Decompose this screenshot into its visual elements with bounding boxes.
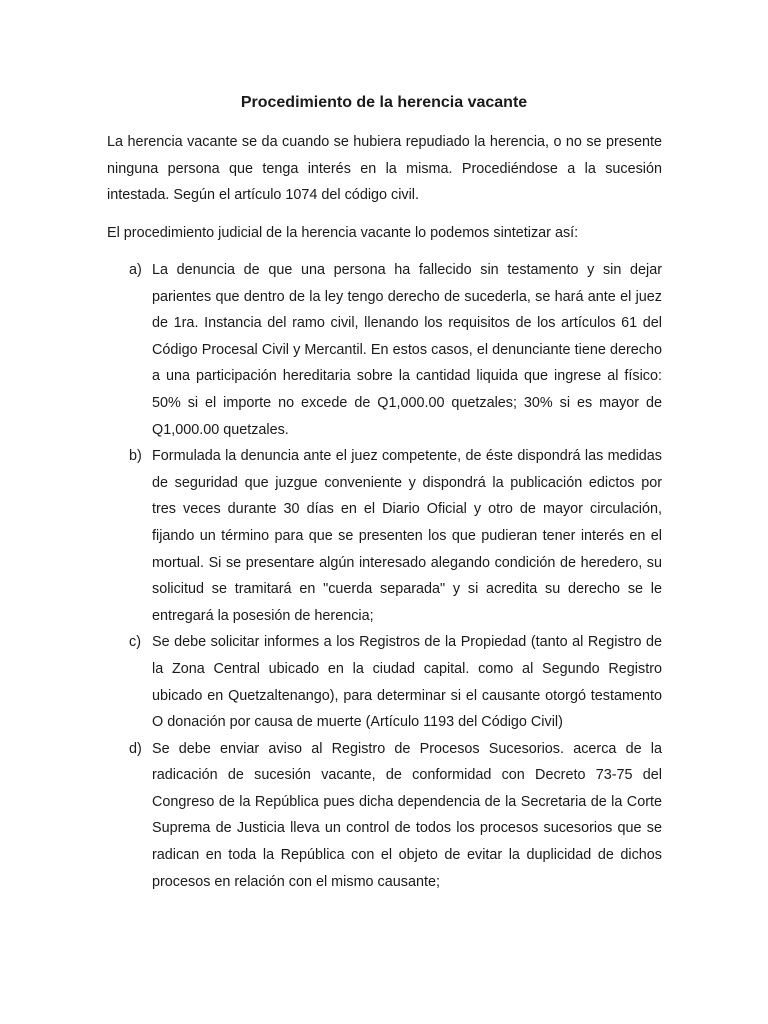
list-item-text: La denuncia de que una persona ha fallecido sin testamento y sin dejar parientes que dentro de la ley tengo derecho de sucederla, se hará ante el juez de 1ra. Instancia del ramo civil, llenando los requisitos de los artículos 61 del Código Procesal Civil y Mercantil. En estos casos, el denunciante tiene derecho a una participación hereditaria sobre la cantidad liquida que ingrese al físico: 50% si el importe no excede de Q1,000.00 quetzales; 30% si es mayor de Q1,000.00 quetzales. — [152, 262, 662, 438]
list-item-marker: b) — [129, 448, 142, 465]
list-item-marker: d) — [129, 740, 142, 757]
list-item — [107, 443, 662, 629]
list-item — [107, 257, 662, 443]
list-item-text: Se debe solicitar informes a los Registros de la Propiedad (tanto al Registro de la Zona Central ubicado en la ciudad capital. como al Segundo Registro ubicado en Quetzaltenango), para determinar si el causante otorgó testamento O donación por causa de muerte (Artículo 1193 del Código Civil) — [152, 634, 662, 731]
list-item — [107, 736, 662, 896]
list-item-marker: a) — [129, 262, 142, 278]
procedure-list — [107, 257, 662, 895]
list-item — [107, 629, 662, 735]
procedure-intro-paragraph: El procedimiento judicial de la herencia vacante lo podemos sintetizar así: — [107, 225, 579, 241]
list-item-marker: c) — [129, 634, 141, 651]
document-title: Procedimiento de la herencia vacante — [240, 94, 528, 111]
list-item-text: Formulada la denuncia ante el juez competente, de éste dispondrá las medidas de seguridad que juzgue conveniente y dispondrá la publicación edictos por tres veces durante 30 días en el Diario Oficial y otro de mayor circulación, fijando un término para que se presenten los que pudieran tener interés en el mortual. Si se presentare algún interesado alegando condición de heredero, su solicitud se tramitará en "cuerda separada" y si acredita su derecho se le entregará la posesión de herencia; — [152, 448, 662, 624]
intro-paragraph: La herencia vacante se da cuando se hubiera repudiado la herencia, o no se presente ninguna persona que tenga interés en la misma. Procediéndose a la sucesión intestada. Según el artículo 1074 del código civil. — [107, 134, 662, 203]
list-item-text: Se debe enviar aviso al Registro de Procesos Sucesorios. acerca de la radicación de sucesión vacante, de conformidad con Decreto 73-75 del Congreso de la República pues dicha dependencia de la Secretaria de la Corte Suprema de Justicia lleva un control de todos los procesos sucesorios que se radican en toda la República con el objeto de evitar la duplicidad de dichos procesos en relación con el mismo causante; — [152, 740, 662, 890]
